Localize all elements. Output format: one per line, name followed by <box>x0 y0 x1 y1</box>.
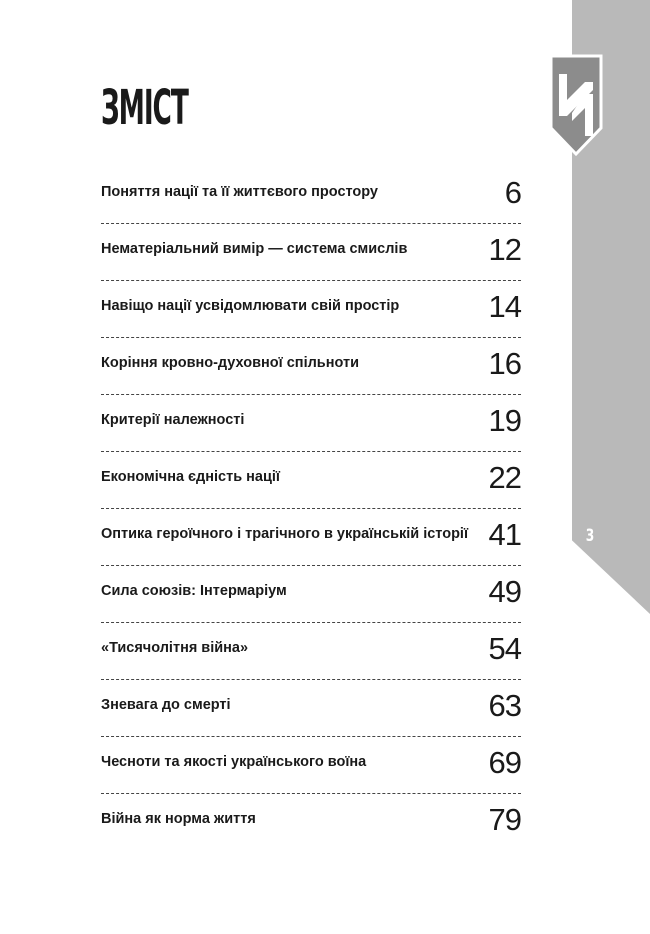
toc-entry-title: Війна як норма життя <box>101 811 256 827</box>
toc-entry[interactable] <box>101 395 521 452</box>
toc-entry[interactable] <box>101 452 521 509</box>
toc-entry[interactable] <box>101 794 521 851</box>
toc-entry-page: 16 <box>488 346 521 381</box>
toc-entry[interactable] <box>101 509 521 566</box>
toc-entry-page: 41 <box>488 517 521 552</box>
toc-entry-title: Коріння кровно-духовної спільноти <box>101 355 359 371</box>
toc-entry[interactable] <box>101 623 521 680</box>
toc-entry[interactable] <box>101 566 521 623</box>
toc-entry[interactable] <box>101 224 521 281</box>
toc-entry-page: 54 <box>488 631 521 666</box>
page-number: 3 <box>585 526 595 546</box>
toc-entry-page: 69 <box>488 745 521 780</box>
toc-entry-title: Оптика героїчного і трагічного в українській історії <box>101 526 469 542</box>
toc-entry-title: Навіщо нації усвідомлювати свій простір <box>101 298 400 314</box>
toc-entry-title: Критерії належності <box>101 412 245 428</box>
toc-entry-page: 49 <box>488 574 521 609</box>
toc-entry[interactable] <box>101 680 521 737</box>
shield-emblem-icon <box>548 52 604 158</box>
toc-entry-title: Економічна єдність нації <box>101 469 280 485</box>
toc-entry-title: Нематеріальний вимір — система смислів <box>101 241 408 257</box>
page-title: ЗМІСТ <box>101 80 188 136</box>
toc-entry-page: 6 <box>504 175 521 210</box>
toc-entry-title: Сила союзів: Інтермаріум <box>101 583 287 599</box>
table-of-contents <box>101 167 521 851</box>
toc-entry[interactable] <box>101 281 521 338</box>
toc-entry-page: 12 <box>488 232 521 267</box>
toc-entry-title: Чесноти та якості українського воїна <box>101 754 367 770</box>
toc-entry-title: Поняття нації та її життєвого простору <box>101 184 379 200</box>
toc-entry[interactable] <box>101 338 521 395</box>
toc-entry-page: 19 <box>488 403 521 438</box>
toc-entry-title: «Тисячолітня війна» <box>101 640 249 656</box>
toc-entry-page: 22 <box>488 460 521 495</box>
toc-entry-page: 79 <box>488 802 521 837</box>
toc-entry-title: Зневага до смерті <box>101 697 231 713</box>
toc-entry-page: 14 <box>488 289 521 324</box>
toc-entry-page: 63 <box>488 688 521 723</box>
toc-entry[interactable] <box>101 737 521 794</box>
toc-entry[interactable] <box>101 167 521 224</box>
